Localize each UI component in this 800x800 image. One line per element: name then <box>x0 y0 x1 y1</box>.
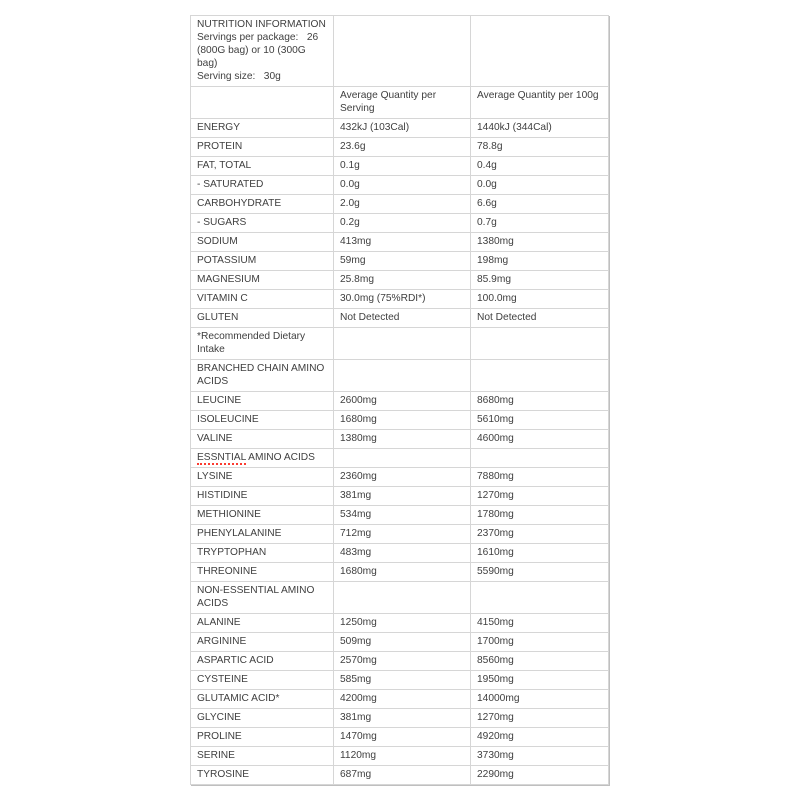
per-100g-cell[interactable] <box>471 563 609 582</box>
per-100g-cell[interactable] <box>471 392 609 411</box>
table-row <box>191 430 609 449</box>
table-row <box>191 360 609 392</box>
nutrient-label: PROTEIN <box>197 141 243 152</box>
misspelled-word: ESSNTIAL <box>197 452 246 463</box>
per-100g-value: 7880mg <box>477 471 514 482</box>
nutrient-label-cell[interactable] <box>191 157 334 176</box>
per-serving-cell[interactable] <box>334 487 471 506</box>
nutrient-label: VALINE <box>197 433 233 444</box>
per-serving-cell[interactable] <box>334 747 471 766</box>
nutrient-label-cell[interactable] <box>191 582 334 614</box>
per-serving-value: 432kJ (103Cal) <box>340 122 410 133</box>
nutrient-label-cell[interactable] <box>191 506 334 525</box>
per-100g-value: 1380mg <box>477 236 514 247</box>
per-100g-cell[interactable] <box>471 271 609 290</box>
per-serving-value: 712mg <box>340 528 372 539</box>
nutrient-label-cell[interactable] <box>191 411 334 430</box>
per-100g-value: Not Detected <box>477 312 537 323</box>
nutrient-label-cell[interactable] <box>191 449 334 468</box>
per-100g-value: 1700mg <box>477 636 514 647</box>
per-100g-cell[interactable] <box>471 671 609 690</box>
per-serving-cell[interactable] <box>334 233 471 252</box>
per-100g-cell[interactable] <box>471 328 609 360</box>
per-100g-cell[interactable] <box>471 525 609 544</box>
per-100g-value: 14000mg <box>477 693 520 704</box>
nutrient-label-cell[interactable] <box>191 392 334 411</box>
per-serving-cell[interactable] <box>334 214 471 233</box>
per-100g-value: 0.7g <box>477 217 497 228</box>
per-100g-value: 3730mg <box>477 750 514 761</box>
per-100g-value: 5610mg <box>477 414 514 425</box>
nutrient-label-rest: AMINO ACIDS <box>245 452 315 463</box>
per-100g-value: 8680mg <box>477 395 514 406</box>
per-serving-value: 1250mg <box>340 617 377 628</box>
nutrient-label-cell[interactable] <box>191 487 334 506</box>
table-row <box>191 709 609 728</box>
nutrient-label: TRYPTOPHAN <box>197 547 267 558</box>
per-serving-cell[interactable] <box>334 271 471 290</box>
table-row <box>191 271 609 290</box>
per-100g-cell[interactable] <box>471 430 609 449</box>
nutrient-label: METHIONINE <box>197 509 261 520</box>
nutrient-label: MAGNESIUM <box>197 274 260 285</box>
per-serving-value: 413mg <box>340 236 372 247</box>
per-serving-value: 483mg <box>340 547 372 558</box>
table-row <box>191 487 609 506</box>
per-serving-cell[interactable] <box>334 544 471 563</box>
per-100g-cell[interactable] <box>471 468 609 487</box>
per-100g-cell[interactable] <box>471 449 609 468</box>
per-100g-cell[interactable] <box>471 176 609 195</box>
per-100g-value: 4150mg <box>477 617 514 628</box>
per-serving-value: 2.0g <box>340 198 360 209</box>
per-serving-value: 381mg <box>340 490 372 501</box>
per-serving-value: 1380mg <box>340 433 377 444</box>
table-row <box>191 449 609 468</box>
per-100g-cell[interactable] <box>471 747 609 766</box>
per-serving-cell[interactable] <box>334 563 471 582</box>
nutrient-label: LYSINE <box>197 471 233 482</box>
nutrient-label: - SATURATED <box>197 179 264 190</box>
per-100g-value: 1270mg <box>477 712 514 723</box>
nutrient-label-cell[interactable] <box>191 214 334 233</box>
column-header-label[interactable] <box>191 87 334 119</box>
per-100g-value: 2290mg <box>477 769 514 780</box>
nutrient-label: ARGININE <box>197 636 247 647</box>
nutrient-label-cell[interactable] <box>191 430 334 449</box>
per-serving-value: 381mg <box>340 712 372 723</box>
nutrient-label: ENERGY <box>197 122 241 133</box>
per-serving-cell[interactable] <box>334 309 471 328</box>
per-serving-cell[interactable] <box>334 360 471 392</box>
per-serving-cell[interactable] <box>334 525 471 544</box>
nutrient-label-cell[interactable] <box>191 119 334 138</box>
empty-cell[interactable] <box>471 16 609 87</box>
per-100g-value: 0.4g <box>477 160 497 171</box>
nutrient-label: - SUGARS <box>197 217 247 228</box>
per-serving-cell[interactable] <box>334 430 471 449</box>
per-100g-cell[interactable] <box>471 119 609 138</box>
per-100g-cell[interactable] <box>471 690 609 709</box>
per-serving-cell[interactable] <box>334 766 471 785</box>
nutrient-label-cell[interactable] <box>191 563 334 582</box>
per-serving-cell[interactable] <box>334 252 471 271</box>
nutrient-label: GLUTAMIC ACID* <box>197 693 280 704</box>
per-serving-value: 2360mg <box>340 471 377 482</box>
nutrient-label-cell[interactable] <box>191 138 334 157</box>
table-title-cell[interactable] <box>191 16 334 87</box>
table-row <box>191 690 609 709</box>
nutrient-label-cell[interactable] <box>191 544 334 563</box>
per-100g-cell[interactable] <box>471 309 609 328</box>
per-100g-cell[interactable] <box>471 506 609 525</box>
nutrient-label-cell[interactable] <box>191 176 334 195</box>
table-row <box>191 728 609 747</box>
nutrient-label: SERINE <box>197 750 235 761</box>
nutrient-label: CARBOHYDRATE <box>197 198 282 209</box>
per-100g-cell[interactable] <box>471 728 609 747</box>
per-100g-cell[interactable] <box>471 652 609 671</box>
per-100g-value: 2370mg <box>477 528 514 539</box>
table-row <box>191 506 609 525</box>
nutrient-label <box>197 452 315 465</box>
per-serving-value: 687mg <box>340 769 372 780</box>
per-100g-value: 6.6g <box>477 198 497 209</box>
per-100g-cell[interactable] <box>471 411 609 430</box>
per-100g-value: 1610mg <box>477 547 514 558</box>
nutrient-label-cell[interactable] <box>191 525 334 544</box>
table-row <box>191 252 609 271</box>
per-100g-cell[interactable] <box>471 360 609 392</box>
servings-per-package: Servings per package: 26 (800G bag) or 10 (300G bag) <box>197 32 322 69</box>
nutrient-label: LEUCINE <box>197 395 242 406</box>
per-serving-cell[interactable] <box>334 582 471 614</box>
per-100g-cell[interactable] <box>471 290 609 309</box>
table-row <box>191 195 609 214</box>
per-100g-cell[interactable] <box>471 138 609 157</box>
nutrient-label: PHENYLALANINE <box>197 528 282 539</box>
per-100g-value: 8560mg <box>477 655 514 666</box>
per-100g-cell[interactable] <box>471 582 609 614</box>
per-serving-cell[interactable] <box>334 157 471 176</box>
per-serving-value: 30.0mg (75%RDI*) <box>340 293 426 304</box>
per-serving-value: 0.2g <box>340 217 360 228</box>
table-row <box>191 614 609 633</box>
per-100g-value: 78.8g <box>477 141 503 152</box>
per-serving-value: 25.8mg <box>340 274 374 285</box>
per-serving-value: 23.6g <box>340 141 366 152</box>
nutrient-label-cell[interactable] <box>191 252 334 271</box>
nutrient-label-cell[interactable] <box>191 195 334 214</box>
table-row <box>191 119 609 138</box>
per-serving-value: 0.0g <box>340 179 360 190</box>
table-row <box>191 176 609 195</box>
nutrient-label-cell[interactable] <box>191 633 334 652</box>
nutrient-label: POTASSIUM <box>197 255 257 266</box>
nutrient-label: ALANINE <box>197 617 241 628</box>
nutrient-label-cell[interactable] <box>191 271 334 290</box>
table-row <box>191 411 609 430</box>
table-row <box>191 138 609 157</box>
per-100g-value: 1440kJ (344Cal) <box>477 122 552 133</box>
per-serving-value: 1680mg <box>340 414 377 425</box>
nutrient-label: GLUTEN <box>197 312 239 323</box>
per-serving-value: 2570mg <box>340 655 377 666</box>
per-100g-cell[interactable] <box>471 709 609 728</box>
nutrient-label: BRANCHED CHAIN AMINO ACIDS <box>197 363 325 387</box>
table-title-row <box>191 16 609 87</box>
per-100g-cell[interactable] <box>471 633 609 652</box>
per-100g-cell[interactable] <box>471 214 609 233</box>
per-serving-cell[interactable] <box>334 671 471 690</box>
per-serving-cell[interactable] <box>334 449 471 468</box>
per-100g-cell[interactable] <box>471 544 609 563</box>
nutrient-label-cell[interactable] <box>191 233 334 252</box>
per-serving-value: 59mg <box>340 255 366 266</box>
per-serving-value: 509mg <box>340 636 372 647</box>
nutrient-label-cell[interactable] <box>191 360 334 392</box>
table-title: NUTRITION INFORMATION <box>197 19 326 30</box>
per-100g-cell[interactable] <box>471 766 609 785</box>
per-serving-value: 585mg <box>340 674 372 685</box>
per-100g-value: 1950mg <box>477 674 514 685</box>
per-serving-cell[interactable] <box>334 728 471 747</box>
per-100g-value: 1270mg <box>477 490 514 501</box>
table-row <box>191 671 609 690</box>
per-serving-cell[interactable] <box>334 506 471 525</box>
per-100g-value: 0.0g <box>477 179 497 190</box>
per-100g-value: 5590mg <box>477 566 514 577</box>
table-row <box>191 309 609 328</box>
nutrient-label: ISOLEUCINE <box>197 414 259 425</box>
per-serving-value: 0.1g <box>340 160 360 171</box>
column-header-per-100g[interactable]: Average Quantity per 100g <box>471 87 609 119</box>
nutrient-label-cell[interactable] <box>191 728 334 747</box>
per-serving-cell[interactable] <box>334 176 471 195</box>
per-serving-cell[interactable] <box>334 290 471 309</box>
table-row <box>191 633 609 652</box>
nutrient-label-cell[interactable] <box>191 671 334 690</box>
per-serving-value: 4200mg <box>340 693 377 704</box>
per-serving-cell[interactable] <box>334 614 471 633</box>
per-serving-cell[interactable] <box>334 468 471 487</box>
per-serving-value: 2600mg <box>340 395 377 406</box>
table-row <box>191 157 609 176</box>
table-row <box>191 563 609 582</box>
per-100g-cell[interactable] <box>471 157 609 176</box>
nutrient-label-cell[interactable] <box>191 468 334 487</box>
nutrient-label: PROLINE <box>197 731 242 742</box>
nutrient-label: THREONINE <box>197 566 257 577</box>
per-100g-value: 100.0mg <box>477 293 517 304</box>
per-100g-value: 85.9mg <box>477 274 511 285</box>
nutrient-label: TYROSINE <box>197 769 250 780</box>
per-serving-cell[interactable] <box>334 690 471 709</box>
per-100g-cell[interactable] <box>471 233 609 252</box>
nutrient-label: SODIUM <box>197 236 238 247</box>
nutrient-label: ASPARTIC ACID <box>197 655 274 666</box>
per-serving-cell[interactable] <box>334 411 471 430</box>
nutrient-label-cell[interactable] <box>191 709 334 728</box>
per-100g-cell[interactable] <box>471 614 609 633</box>
table-row <box>191 468 609 487</box>
per-100g-cell[interactable] <box>471 195 609 214</box>
table-row <box>191 652 609 671</box>
nutrient-label: HISTIDINE <box>197 490 248 501</box>
nutrient-label: GLYCINE <box>197 712 241 723</box>
per-100g-cell[interactable] <box>471 252 609 271</box>
table-row <box>191 214 609 233</box>
per-serving-value: Not Detected <box>340 312 400 323</box>
table-row <box>191 766 609 785</box>
per-serving-value: 1680mg <box>340 566 377 577</box>
per-serving-cell[interactable] <box>334 652 471 671</box>
table-row <box>191 544 609 563</box>
per-serving-cell[interactable] <box>334 328 471 360</box>
nutrient-label-cell[interactable] <box>191 766 334 785</box>
nutrient-label: CYSTEINE <box>197 674 248 685</box>
per-serving-cell[interactable] <box>334 709 471 728</box>
column-header-serving[interactable]: Average Quantity per Serving <box>334 87 471 119</box>
nutrition-table <box>190 15 609 785</box>
per-100g-value: 1780mg <box>477 509 514 520</box>
per-serving-cell[interactable] <box>334 119 471 138</box>
per-100g-value: 198mg <box>477 255 509 266</box>
serving-size: Serving size: 30g <box>197 71 281 82</box>
nutrient-label-cell[interactable] <box>191 290 334 309</box>
per-serving-value: 1120mg <box>340 750 377 761</box>
table-row <box>191 747 609 766</box>
column-header-row <box>191 87 609 119</box>
per-100g-cell[interactable] <box>471 487 609 506</box>
nutrient-label: *Recommended Dietary Intake <box>197 331 306 355</box>
table-row <box>191 582 609 614</box>
per-serving-value: 534mg <box>340 509 372 520</box>
per-serving-cell[interactable] <box>334 195 471 214</box>
nutrient-label-cell[interactable] <box>191 309 334 328</box>
table-row <box>191 525 609 544</box>
nutrient-label-cell[interactable] <box>191 652 334 671</box>
per-serving-cell[interactable] <box>334 633 471 652</box>
table-row <box>191 328 609 360</box>
nutrient-label: FAT, TOTAL <box>197 160 252 171</box>
nutrition-table-body <box>191 16 609 785</box>
nutrient-label-cell[interactable] <box>191 328 334 360</box>
nutrient-label-cell[interactable] <box>191 747 334 766</box>
nutrient-label-cell[interactable] <box>191 614 334 633</box>
table-row <box>191 392 609 411</box>
nutrient-label-cell[interactable] <box>191 690 334 709</box>
empty-cell[interactable] <box>334 16 471 87</box>
per-serving-value: 1470mg <box>340 731 377 742</box>
nutrient-label: NON-ESSENTIAL AMINO ACIDS <box>197 585 315 609</box>
table-row <box>191 290 609 309</box>
per-100g-value: 4920mg <box>477 731 514 742</box>
nutrient-label: VITAMIN C <box>197 293 248 304</box>
per-serving-cell[interactable] <box>334 138 471 157</box>
per-serving-cell[interactable] <box>334 392 471 411</box>
per-100g-value: 4600mg <box>477 433 514 444</box>
table-row <box>191 233 609 252</box>
